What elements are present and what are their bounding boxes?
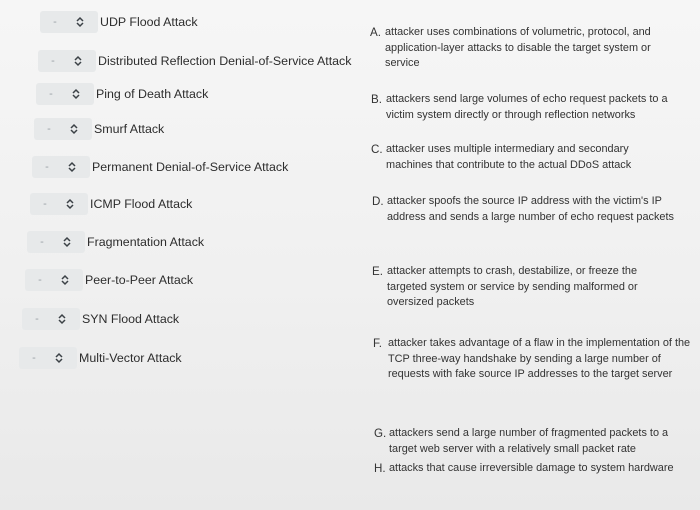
select-value: - [35, 312, 39, 325]
answer-select[interactable] [19, 347, 77, 369]
select-value: - [38, 273, 42, 286]
term-row [40, 10, 198, 34]
option-text: attackers send a large number of fragmented packets to a target web server with a relatively small packet rate [389, 427, 669, 455]
select-value: - [45, 160, 49, 173]
answer-select[interactable] [25, 269, 83, 291]
select-value: - [53, 15, 57, 28]
option-letter: B. [371, 93, 382, 106]
answer-select[interactable] [34, 118, 92, 140]
sort-arrows-icon [54, 352, 64, 364]
answer-select[interactable] [27, 231, 85, 253]
answer-option-f [373, 336, 695, 383]
answer-option-a [370, 25, 660, 72]
term-row [32, 155, 288, 179]
term-label: ICMP Flood Attack [90, 197, 193, 211]
term-row [25, 268, 193, 292]
sort-arrows-icon [71, 88, 81, 100]
term-label: Ping of Death Attack [96, 87, 209, 101]
term-label: Permanent Denial-of-Service Attack [92, 160, 289, 174]
option-letter: D. [372, 195, 384, 208]
answer-option-b [371, 92, 677, 123]
select-value: - [32, 351, 36, 364]
sort-arrows-icon [75, 16, 85, 28]
sort-arrows-icon [67, 161, 77, 173]
option-text: attacker takes advantage of a flaw in the implementation of the TCP three-way handshake by sending a large number of requests with fake source IP addresses to the target server [388, 337, 691, 381]
option-letter: E. [372, 265, 383, 278]
select-value: - [47, 122, 51, 135]
term-row [30, 192, 192, 216]
answer-option-d [372, 194, 676, 225]
option-text: attacker attempts to crash, destabilize, or freeze the targeted system or service by sending malformed or oversized packets [387, 265, 638, 309]
term-row [38, 49, 351, 73]
term-row [19, 346, 182, 370]
term-label: Fragmentation Attack [87, 235, 205, 249]
answer-select[interactable] [38, 50, 96, 72]
select-value: - [40, 235, 44, 248]
term-row [36, 82, 208, 106]
term-label: Distributed Reflection Denial-of-Service Attack [98, 54, 352, 68]
term-label: Peer-to-Peer Attack [85, 273, 194, 287]
select-value: - [49, 87, 53, 100]
term-row [27, 230, 204, 254]
option-text: attacker spoofs the source IP address with the victim's IP address and sends a large number of echo request packets [387, 195, 674, 223]
term-row [34, 117, 164, 141]
answer-select[interactable] [22, 308, 80, 330]
answer-option-g [374, 426, 696, 457]
select-value: - [51, 54, 55, 67]
term-label: Smurf Attack [94, 122, 165, 136]
sort-arrows-icon [60, 274, 70, 286]
option-letter: H. [374, 462, 386, 475]
term-row [22, 307, 179, 331]
answer-select[interactable] [40, 11, 98, 33]
term-label: UDP Flood Attack [100, 15, 198, 29]
option-text: attacks that cause irreversible damage to system hardware [389, 462, 674, 474]
answer-option-e [372, 264, 662, 311]
option-text: attacker uses combinations of volumetric, protocol, and application-layer attacks to disable the target system or service [385, 26, 651, 70]
term-label: SYN Flood Attack [82, 312, 180, 326]
answer-select[interactable] [36, 83, 94, 105]
sort-arrows-icon [62, 236, 72, 248]
option-text: attackers send large volumes of echo request packets to a victim system directly or through reflection networks [386, 93, 668, 121]
option-letter: F. [373, 337, 383, 350]
sort-arrows-icon [69, 123, 79, 135]
answer-option-c [371, 142, 649, 173]
sort-arrows-icon [65, 198, 75, 210]
select-value: - [43, 197, 47, 210]
option-text: attacker uses multiple intermediary and secondary machines that contribute to the actual DDoS attack [386, 143, 632, 171]
sort-arrows-icon [57, 313, 67, 325]
answer-select[interactable] [30, 193, 88, 215]
option-letter: C. [371, 143, 383, 156]
option-letter: G. [374, 427, 387, 440]
term-label: Multi-Vector Attack [79, 351, 182, 365]
answer-option-h [374, 461, 674, 477]
sort-arrows-icon [73, 55, 83, 67]
option-letter: A. [370, 26, 381, 39]
answer-select[interactable] [32, 156, 90, 178]
